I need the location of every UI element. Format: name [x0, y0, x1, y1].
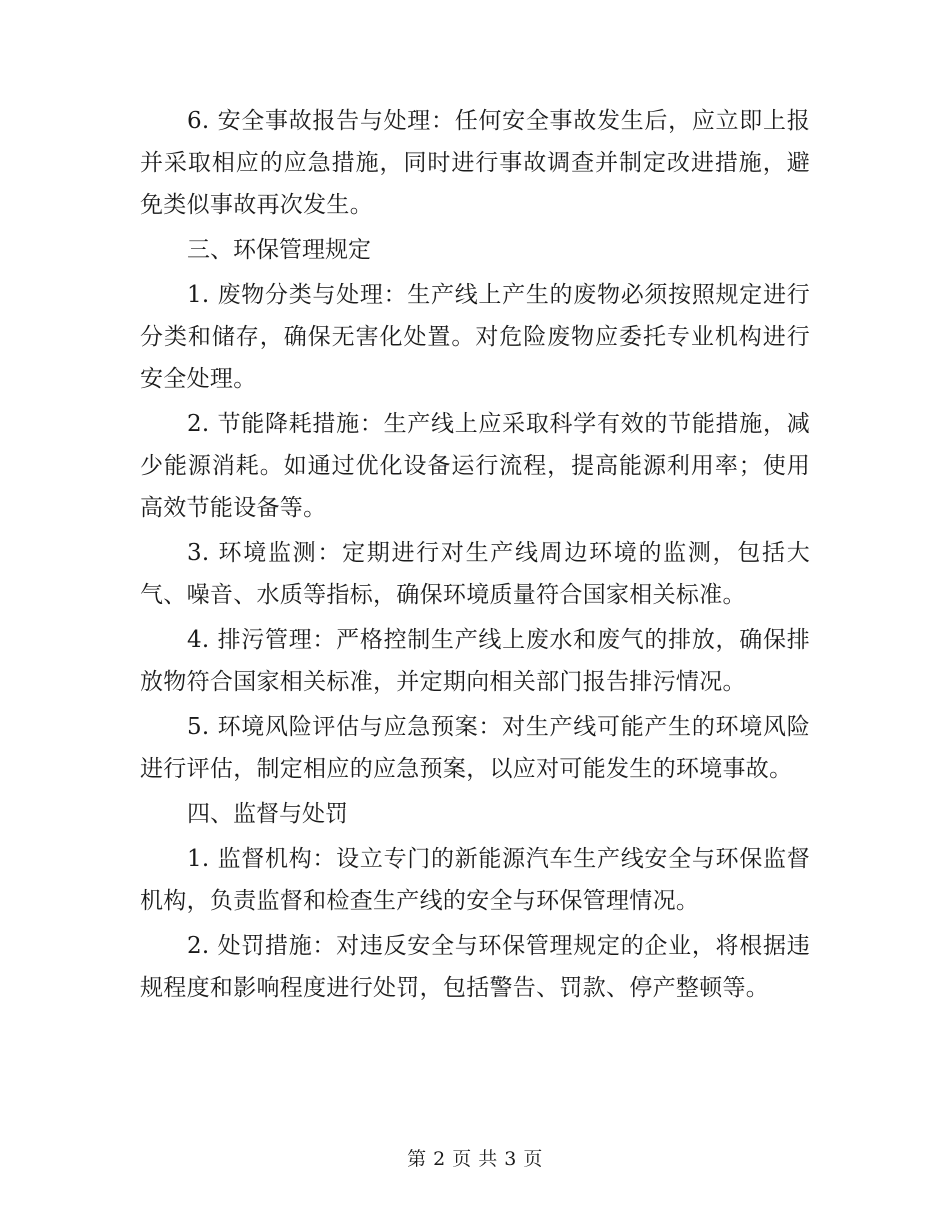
paragraph-supervision-agency: 1. 监督机构：设立专门的新能源汽车生产线安全与环保监督机构，负责监督和检查生产线的安全与环保管理情况。	[140, 846, 810, 914]
section-heading-environmental: 三、环保管理规定	[187, 237, 371, 263]
document-body	[140, 100, 810, 1012]
paragraph-penalty-measures: 2. 处罚措施：对违反安全与环保管理规定的企业，将根据违规程度和影响程度进行处罚，包括警告、罚款、停产整顿等。	[140, 933, 810, 1001]
paragraph-discharge-management: 4. 排污管理：严格控制生产线上废水和废气的排放，确保排放物符合国家相关标准，并定期向相关部门报告排污情况。	[140, 627, 810, 695]
paragraph-safety-accident-report: 6. 安全事故报告与处理：任何安全事故发生后，应立即上报并采取相应的应急措施，同时进行事故调查并制定改进措施，避免类似事故再次发生。	[140, 108, 810, 218]
section-heading-supervision: 四、监督与处罚	[187, 801, 348, 827]
paragraph-waste-classification: 1. 废物分类与处理：生产线上产生的废物必须按照规定进行分类和储存，确保无害化处置。对危险废物应委托专业机构进行安全处理。	[140, 282, 810, 392]
paragraph-risk-assessment: 5. 环境风险评估与应急预案：对生产线可能产生的环境风险进行评估，制定相应的应急预案，以应对可能发生的环境事故。	[140, 714, 810, 782]
page-number-footer: 第 2 页 共 3 页	[407, 1148, 543, 1170]
paragraph-environment-monitoring: 3. 环境监测：定期进行对生产线周边环境的监测，包括大气、噪音、水质等指标，确保环境质量符合国家相关标准。	[140, 540, 810, 608]
paragraph-energy-saving: 2. 节能降耗措施：生产线上应采取科学有效的节能措施，减少能源消耗。如通过优化设备运行流程，提高能源利用率；使用高效节能设备等。	[140, 411, 810, 521]
